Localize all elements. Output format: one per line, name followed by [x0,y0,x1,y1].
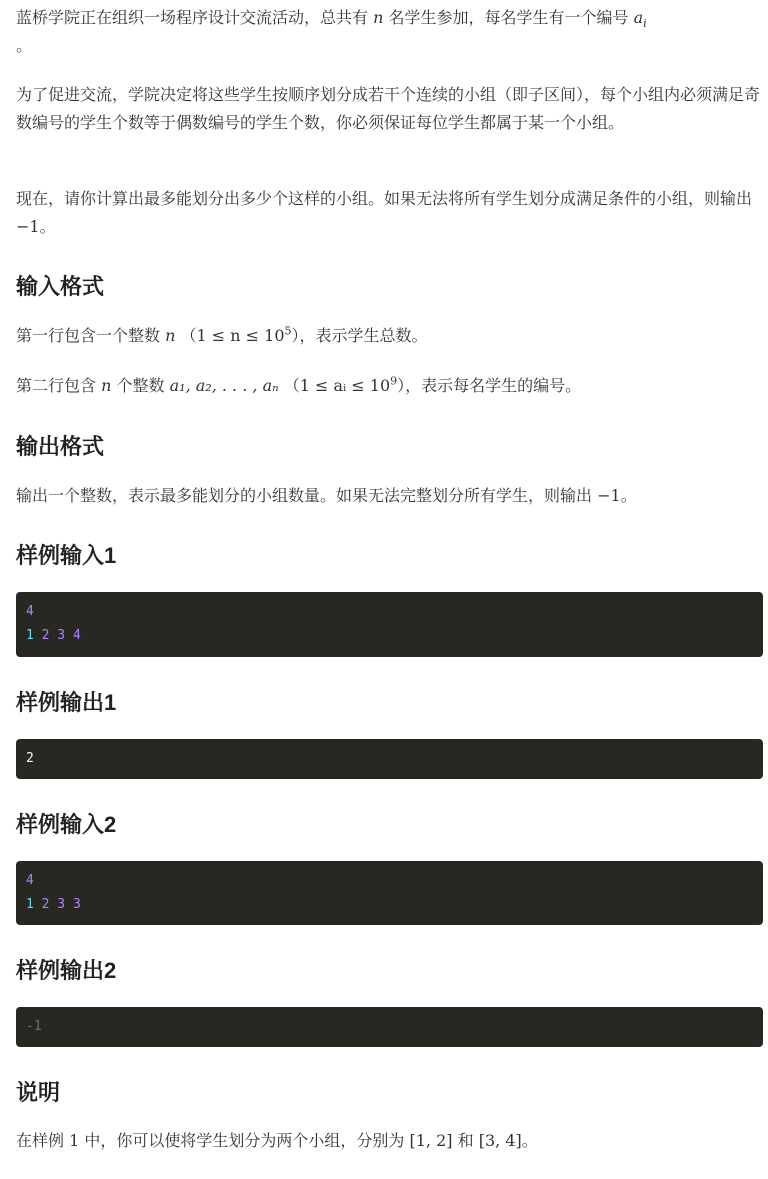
description-text: 蓝桥学院正在组织一场程序设计交流活动，总共有 [16,8,369,27]
explanation-segment: 中，你可以使将学生划分为两个小组，分别为 [84,1131,405,1150]
input-text: ），表示每名学生的编号。 [397,376,582,395]
sample-output-1-heading: 样例输出1 [16,690,117,715]
explanation-segment: 在样例 [16,1131,65,1150]
input-text: 第二行包含 [16,376,97,395]
sample-input-1-heading: 样例输入1 [16,543,117,568]
punctuation: 。 [620,486,637,505]
sample-output-2-heading: 样例输出2 [16,958,117,983]
input-line-2 [16,372,760,400]
sample-output-2-code [16,1007,763,1047]
math-sequence: a₁, a₂, . . . , aₙ [169,376,279,395]
input-line-1 [16,322,760,350]
input-text: 第一行包含一个整数 [16,326,161,345]
code-token: 2 3 3 [41,897,81,912]
code-token: 1 [26,897,34,912]
math-range-n: （$1 \le n \le 10^5$ [180,324,292,345]
explanation-text [16,1127,760,1155]
punctuation: 。 [521,1131,538,1150]
input-text: ），表示学生总数。 [291,326,428,345]
output-line [16,482,760,510]
explanation-segment: 和 [457,1131,474,1150]
code-line [26,624,753,648]
math-range-a: （1 ≤ aᵢ ≤ $10^9$ [283,374,398,395]
description-text: 现在，请你计算出最多能划分出多少个这样的小组。如果无法将所有学生划分成满足条件的小组，则输出 [16,189,753,208]
description-paragraph-1 [16,4,760,60]
description-paragraph-2: 为了促进交流，学院决定将这些学生按顺序划分成若干个连续的小组（即子区间），每个小组内必须满足奇数编号的学生个数等于偶数编号的学生个数，你必须保证每位学生都属于某一个小组。 [16,85,761,132]
math-one: 1 [69,1131,80,1150]
output-format-heading: 输出格式 [16,434,105,459]
code-line [26,893,753,917]
punctuation: 。 [39,217,56,236]
math-ai: $a_i$ [633,8,647,31]
code-line: 4 [26,604,34,619]
code-token: 2 3 4 [41,628,81,643]
math-n: n [101,376,112,395]
math-range-2: [3, 4] [478,1131,522,1150]
description-text: 名学生参加，每名学生有一个编号 [388,8,629,27]
math-minus-one: −1 [597,486,621,505]
code-line: 4 [26,873,34,888]
input-text: 个整数 [116,376,165,395]
input-format-heading: 输入格式 [16,274,105,299]
code-token: 1 [26,628,34,643]
sample-output-1-code [16,739,763,779]
code-line: -1 [26,1019,42,1034]
math-minus-one: −1 [16,217,40,236]
output-text: 输出一个整数，表示最多能划分的小组数量。如果无法完整划分所有学生，则输出 [16,486,593,505]
math-n: n [165,326,176,345]
math-range-1: [1, 2] [409,1131,453,1150]
sample-input-2-heading: 样例输入2 [16,812,117,837]
sample-input-1-code [16,592,763,657]
sample-input-2-code [16,861,763,925]
description-paragraph-3 [16,185,760,241]
explanation-heading: 说明 [16,1080,61,1105]
math-n: n [373,8,384,27]
punctuation: 。 [16,36,33,55]
code-line: 2 [26,751,34,766]
